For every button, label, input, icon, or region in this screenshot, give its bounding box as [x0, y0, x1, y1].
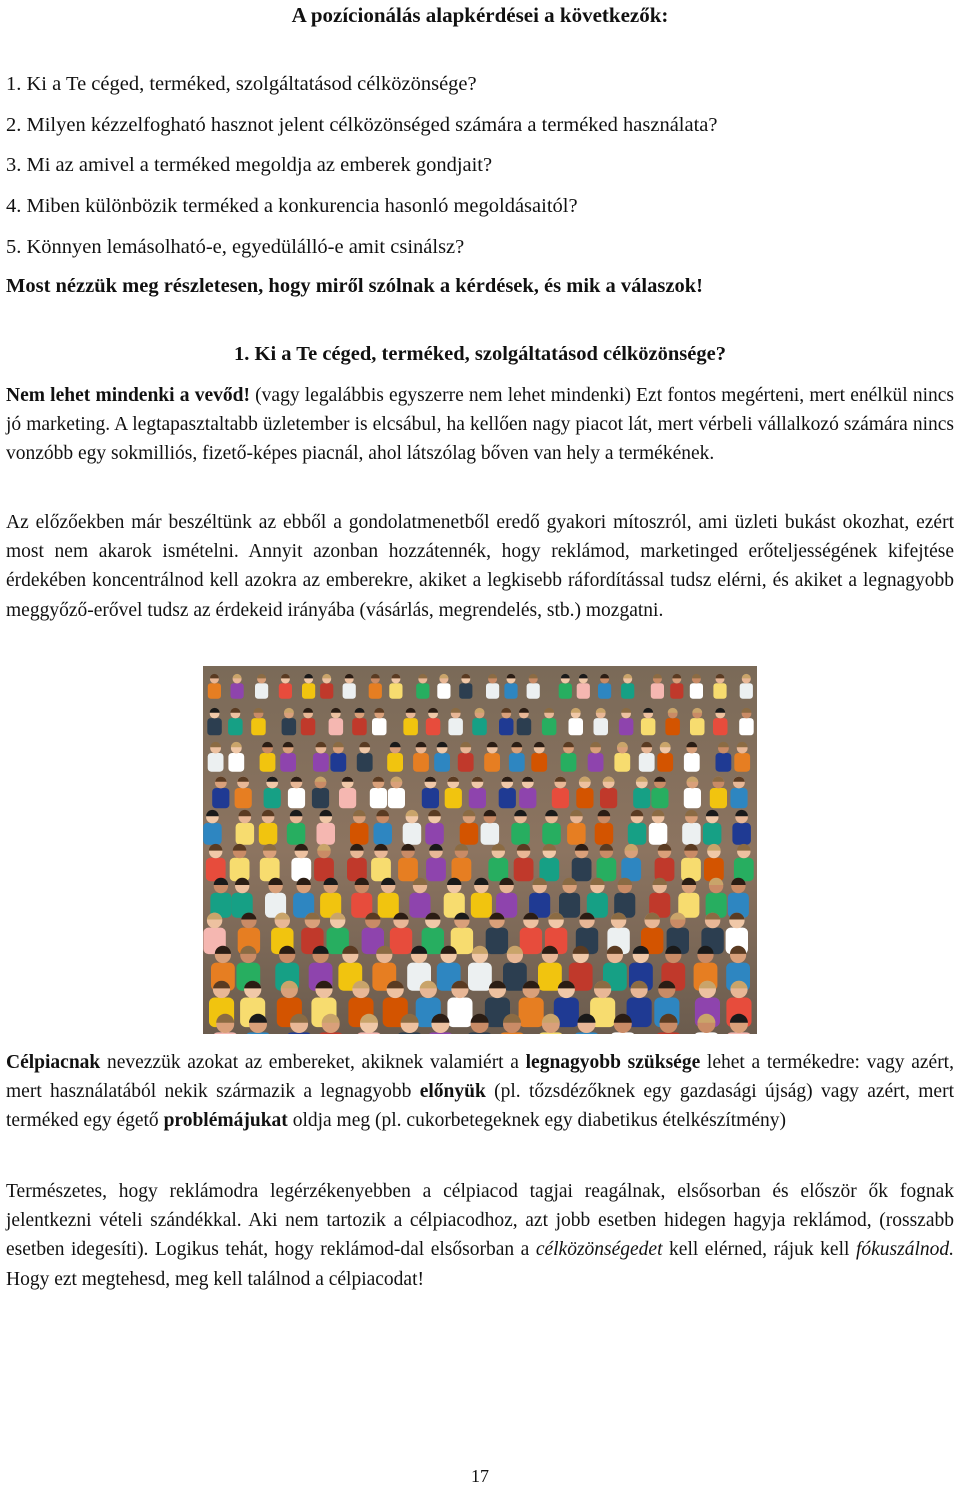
question-list: [6, 64, 717, 268]
crowd-person-body: [619, 718, 634, 735]
crowd-person-body: [260, 753, 276, 772]
crowd-person-body: [203, 823, 222, 845]
intro-line: Most nézzük meg részletesen, hogy miről szólnak a kérdések, és mik a válaszok!: [6, 275, 703, 297]
crowd-person-body: [655, 858, 675, 881]
crowd-person-body: [206, 858, 226, 881]
crowd-person-body: [228, 753, 244, 772]
crowd-person-body: [690, 718, 705, 735]
question-item: 3. Mi az amivel a terméked megoldja az emberek gondjait?: [6, 154, 493, 177]
crowd-person-body: [576, 788, 593, 808]
crowd-person-body: [595, 823, 614, 845]
emphasis-bold: problémájukat: [163, 1110, 288, 1132]
crowd-person-body: [594, 718, 609, 735]
crowd-person-body: [670, 683, 683, 699]
crowd-person-body: [390, 928, 412, 955]
crowd-person-body: [378, 893, 399, 918]
emphasis-bold: Nem lehet mindenki a vevőd!: [6, 385, 250, 406]
crowd-photo: [203, 666, 757, 1034]
crowd-person-body: [597, 858, 617, 881]
paragraph-text: kell elérned, rájuk kell: [662, 1239, 856, 1261]
crowd-person-body: [347, 858, 367, 881]
crowd-person-body: [598, 683, 611, 699]
crowd-person-body: [352, 718, 367, 735]
crowd-person-body: [561, 753, 577, 772]
crowd-person-body: [471, 893, 492, 918]
crowd-person-body: [542, 823, 561, 845]
crowd-person-body: [369, 683, 382, 699]
crowd-person-body: [488, 858, 508, 881]
crowd-person-body: [330, 753, 346, 772]
crowd-person-body: [282, 718, 297, 735]
crowd-person-body: [403, 718, 418, 735]
crowd-person-body: [235, 788, 252, 808]
page-title: A pozícionálás alapkérdései a következők:: [291, 3, 669, 27]
crowd-person-body: [641, 718, 656, 735]
crowd-person-body: [287, 823, 306, 845]
crowd-person-body: [260, 858, 280, 881]
crowd-person-body: [314, 858, 334, 881]
crowd-person-body: [231, 683, 244, 699]
crowd-person-body: [519, 998, 544, 1028]
crowd-person-body: [657, 753, 673, 772]
question-item: 1. Ki a Te céged, terméked, szolgáltatásod célközönsége?: [6, 73, 477, 95]
crowd-person-body: [504, 683, 517, 699]
paragraph-text: oldja meg (pl. cukorbetegeknek egy diabetikus ételkészítmény): [287, 1110, 786, 1132]
crowd-person-body: [713, 683, 726, 699]
crowd-person-body: [569, 718, 584, 735]
crowd-person-body: [388, 788, 405, 808]
crowd-person-body: [567, 823, 586, 845]
crowd-person-body: [302, 683, 315, 699]
emphasis-italic: fókuszálnod.: [855, 1239, 954, 1261]
question-item: 4. Miben különbözik terméked a konkurencia hasonló megoldásaitól?: [6, 195, 578, 218]
crowd-person-body: [511, 823, 530, 845]
crowd-person-body: [651, 788, 668, 808]
crowd-person-body: [434, 753, 450, 772]
crowd-person-body: [374, 823, 393, 845]
crowd-person-body: [371, 858, 391, 881]
crowd-person-body: [398, 858, 418, 881]
crowd-person-body: [681, 858, 701, 881]
crowd-person-body: [486, 928, 508, 955]
crowd-person-body: [426, 718, 441, 735]
crowd-person-body: [651, 683, 664, 699]
crowd-person-body: [621, 683, 634, 699]
crowd-person-body: [499, 788, 516, 808]
crowd-person-body: [288, 788, 305, 808]
crowd-person-body: [207, 718, 222, 735]
crowd-person-body: [542, 718, 557, 735]
section-heading: 1. Ki a Te céged, terméked, szolgáltatásod célközönsége?: [234, 343, 726, 365]
crowd-person-body: [236, 823, 255, 845]
crowd-person-body: [343, 683, 356, 699]
crowd-person-body: [460, 823, 479, 845]
crowd-person-body: [552, 788, 569, 808]
crowd-person-body: [372, 718, 387, 735]
crowd-person-body: [734, 753, 750, 772]
crowd-person-body: [710, 788, 727, 808]
crowd-person-body: [509, 753, 525, 772]
crowd-person-body: [734, 858, 754, 881]
crowd-person-body: [517, 718, 532, 735]
crowd-person-body: [682, 823, 701, 845]
question-item: 2. Milyen kézzelfogható hasznot jelent célközönséged számára a terméked használata?: [6, 113, 718, 136]
crowd-person-body: [704, 858, 724, 881]
emphasis-bold: Célpiacnak: [6, 1052, 101, 1073]
crowd-person-body: [459, 683, 472, 699]
crowd-person-body: [445, 788, 462, 808]
paragraph-1: [6, 381, 954, 469]
crowd-person-body: [279, 683, 292, 699]
crowd-person-body: [264, 788, 281, 808]
crowd-person-body: [614, 753, 630, 772]
crowd-person-body: [469, 788, 486, 808]
crowd-person-body: [633, 788, 650, 808]
paragraph-text: (pl. tőzsdézőknek egy gazdasági újság) vagy azért, mert terméked egy égető: [6, 1081, 954, 1132]
crowd-person-body: [447, 998, 472, 1028]
crowd-person-body: [588, 753, 604, 772]
crowd-person-body: [514, 858, 534, 881]
paragraph-3: [6, 1048, 954, 1136]
crowd-person-body: [230, 858, 250, 881]
crowd-person-body: [730, 788, 747, 808]
crowd-person-body: [413, 753, 429, 772]
crowd-person-body: [559, 683, 572, 699]
crowd-person-body: [458, 753, 474, 772]
crowd-person-body: [389, 683, 402, 699]
emphasis-bold: előnyük: [419, 1081, 486, 1103]
crowd-person-body: [732, 823, 751, 845]
crowd-person-body: [713, 718, 728, 735]
crowd-person-body: [577, 683, 590, 699]
crowd-person-body: [312, 788, 329, 808]
paragraph-text: Hogy ezt megtehesd, meg kell találnod a célpiacodat!: [6, 1268, 425, 1290]
crowd-person-body: [350, 823, 369, 845]
crowd-person-body: [649, 823, 668, 845]
crowd-person-body: [259, 823, 278, 845]
crowd-person-body: [600, 788, 617, 808]
crowd-person-body: [426, 858, 446, 881]
crowd-person-body: [684, 788, 701, 808]
crowd-person-body: [527, 683, 540, 699]
crowd-person-body: [559, 893, 580, 918]
crowd-person-body: [437, 683, 450, 699]
crowd-person-body: [481, 823, 500, 845]
crowd-person-body: [320, 683, 333, 699]
emphasis-italic: célközönségedet: [535, 1239, 663, 1261]
crowd-person-body: [357, 753, 373, 772]
crowd-person-body: [387, 753, 403, 772]
crowd-person-body: [251, 718, 266, 735]
crowd-person-body: [329, 718, 344, 735]
crowd-person-body: [499, 718, 514, 735]
crowd-person-body: [519, 788, 536, 808]
crowd-person-body: [703, 823, 722, 845]
page-number: 17: [471, 1466, 489, 1486]
paragraph-4: [6, 1177, 954, 1294]
crowd-person-body: [716, 753, 732, 772]
crowd-person-body: [425, 823, 444, 845]
crowd-person-body: [212, 788, 229, 808]
crowd-person-body: [448, 718, 463, 735]
crowd-person-body: [416, 683, 429, 699]
crowd-person-body: [684, 753, 700, 772]
paragraph-text: Természetes, hogy reklámodra legérzékenyebben a célpiacod tagjai reagálnak, elsősorban és először ők fognak jelentkezni vételi szándékkal. Aki nem tartozik a célpiacodhoz, azt jobb esetben hidegen hagyja reklámod, (rosszabb esetben idegesíti). Logikus tehát, hogy reklámod-dal elsősorban a: [6, 1181, 954, 1261]
crowd-person-body: [339, 788, 356, 808]
crowd-person-body: [370, 788, 387, 808]
crowd-person-body: [740, 683, 753, 699]
paragraph-text: (vagy legalábbis egyszerre nem lehet mindenki) Ezt fontos megérteni, mert enélkül nincs jó marketing. A legtapasztaltabb üzletember is elcsábul, ha kellően nagy piacot lát, mert vérbeli vállalkozó számára nincs vonzóbb egy sokmilliós, fizető-képes piacnál, ahol látszólag bőven van hely a termékének.: [6, 385, 955, 465]
paragraph-2: Az előzőekben már beszéltünk az ebből a gondolatmenetből eredő gyakori mítoszról, ami üzleti bukást okozhat, ezért most nem akarok ismételni. Annyit azonban hozzátennék, hogy reklámod, marketinged erőteljességének kifejtése érdekében koncentrálnod kell azokra az emberekre, akiket a legkisebb ráfordítással tudsz elérni, és akiket a legnagyobb meggyőző-erővel tudsz az érdekeid irányába (vásárlás, megrendelés, stb.) mozgatni.: [6, 512, 954, 621]
crowd-person-body: [468, 963, 492, 991]
crowd-person-body: [409, 893, 430, 918]
crowd-person-body: [452, 858, 472, 881]
crowd-person-body: [422, 788, 439, 808]
crowd-person-body: [484, 753, 500, 772]
crowd-person-body: [301, 718, 316, 735]
crowd-person-body: [403, 823, 422, 845]
crowd-person-body: [572, 858, 592, 881]
crowd-person-body: [228, 718, 243, 735]
crowd-person-body: [665, 718, 680, 735]
crowd-person-body: [280, 753, 296, 772]
crowd-person-body: [486, 683, 499, 699]
crowd-person-body: [628, 823, 647, 845]
emphasis-bold: legnagyobb szüksége: [525, 1052, 701, 1073]
crowd-person-body: [690, 683, 703, 699]
crowd-person-body: [313, 753, 329, 772]
crowd-person-body: [639, 753, 655, 772]
question-item: 5. Könnyen lemásolható-e, egyedülálló-e amit csinálsz?: [6, 235, 465, 258]
paragraph-text: lehet a termékedre: vagy azért, mert használatából nekik származik a legnagyobb: [6, 1052, 954, 1103]
crowd-person-body: [208, 753, 224, 772]
crowd-person-body: [208, 683, 221, 699]
crowd-person-body: [317, 823, 336, 845]
crowd-person-body: [531, 753, 547, 772]
crowd-person-body: [539, 858, 559, 881]
crowd-person-body: [538, 963, 562, 991]
crowd-person-body: [291, 858, 311, 881]
crowd-person-body: [621, 858, 641, 881]
crowd-person-body: [255, 683, 268, 699]
crowd-person-body: [739, 718, 754, 735]
crowd-person-body: [520, 928, 542, 955]
crowd-person-body: [472, 718, 487, 735]
paragraph-text: nevezzük azokat az embereket, akiknek valamiért a: [100, 1052, 526, 1073]
